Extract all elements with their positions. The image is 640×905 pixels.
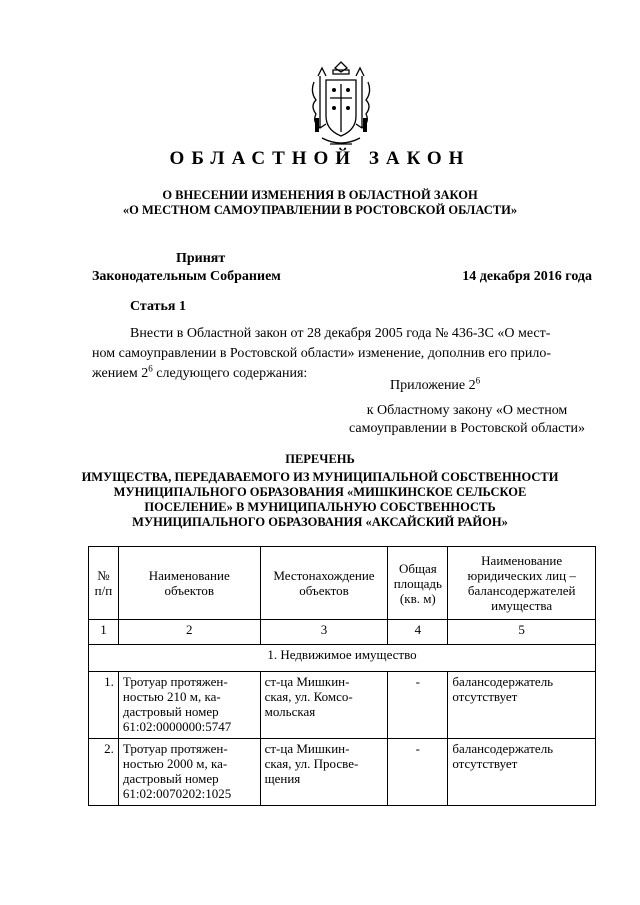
article-line3-text: жением 2 xyxy=(92,366,149,381)
header-location xyxy=(260,547,388,620)
article-line xyxy=(92,364,596,384)
header-area xyxy=(388,547,448,620)
object-area: - xyxy=(388,672,448,739)
article-line: Внести в Областной закон от 28 декабря 2005 года № 436-ЗС «О мест- xyxy=(130,326,551,341)
list-subheading-line: ПОСЕЛЕНИЕ» В МУНИЦИПАЛЬНУЮ СОБСТВЕННОСТЬ xyxy=(144,500,496,514)
cell-line: Тротуар протяжен- xyxy=(122,741,228,756)
column-number: 2 xyxy=(118,620,260,645)
cell-line: ская, ул. Просве- xyxy=(264,756,359,771)
cell-line: ская, ул. Комсо- xyxy=(264,689,353,704)
object-name xyxy=(118,739,260,806)
header-text: (кв. м) xyxy=(399,590,436,606)
column-number: 3 xyxy=(260,620,388,645)
appendix-title-text: Приложение 2 xyxy=(390,378,476,393)
column-number: 1 xyxy=(89,620,119,645)
object-location xyxy=(260,739,388,806)
cell-line: 61:02:0070202:1025 xyxy=(122,786,232,801)
cell-line: отсутствует xyxy=(452,756,518,771)
header-text: Наименование xyxy=(148,568,230,583)
object-area: - xyxy=(388,739,448,806)
adopted-label-line2: Законодательным Собранием xyxy=(92,269,281,284)
column-number-row xyxy=(89,620,596,645)
property-table xyxy=(88,546,596,806)
appendix-reference xyxy=(342,402,592,438)
object-name xyxy=(118,672,260,739)
header-text: площадь xyxy=(393,575,442,591)
column-number: 5 xyxy=(448,620,596,645)
list-subheading xyxy=(0,470,640,530)
adopted-label xyxy=(92,250,332,286)
document-subtitle xyxy=(0,188,640,218)
header-text: объектов xyxy=(299,583,349,598)
cell-line: балансодержатель xyxy=(452,741,554,756)
header-name xyxy=(118,547,260,620)
header-text: объектов xyxy=(164,583,215,598)
appendix-ref-line: к Областному закону «О местном xyxy=(366,403,568,418)
article-line: ном самоуправлении в Ростовской области» изменение, дополнив его прило- xyxy=(92,346,552,361)
header-text: Местонахождение xyxy=(273,568,375,583)
article-line3-tail: следующего содержания: xyxy=(152,366,308,381)
header-text: п/п xyxy=(94,583,113,598)
header-text: Общая xyxy=(398,560,437,576)
cell-line: щения xyxy=(264,771,301,786)
header-text: имущества xyxy=(491,598,553,613)
document-title: ОБЛАСТНОЙ ЗАКОН xyxy=(169,148,471,169)
superscript: 6 xyxy=(475,375,481,386)
appendix-ref-line: самоуправлении в Ростовской области» xyxy=(349,421,585,436)
header-holder xyxy=(448,547,596,620)
cell-line: ностью 210 м, ка- xyxy=(122,689,221,704)
row-number: 1. xyxy=(89,672,119,739)
balance-holder xyxy=(448,739,596,806)
list-subheading-line: МУНИЦИПАЛЬНОГО ОБРАЗОВАНИЯ «АКСАЙСКИЙ РАЙОН» xyxy=(132,515,508,529)
header-text: № xyxy=(97,568,110,583)
cell-line: ст-ца Мишкин- xyxy=(264,741,350,756)
header-text: балансодержателей xyxy=(467,583,576,598)
object-location xyxy=(260,672,388,739)
table-row xyxy=(89,739,596,806)
section-row xyxy=(89,645,596,672)
cell-line: дастровый номер xyxy=(122,771,219,786)
table-header-row xyxy=(89,547,596,620)
adopted-label-line1: Принят xyxy=(176,251,226,266)
cell-line: 61:02:0000000:5747 xyxy=(122,719,232,734)
adopted-date: 14 декабря 2016 года xyxy=(462,269,592,284)
list-heading: ПЕРЕЧЕНЬ xyxy=(285,452,355,466)
article-heading: Статья 1 xyxy=(130,299,186,314)
cell-line: Тротуар протяжен- xyxy=(122,674,228,689)
cell-line: отсутствует xyxy=(452,689,518,704)
row-number: 2. xyxy=(89,739,119,806)
cell-line: ностью 2000 м, ка- xyxy=(122,756,228,771)
header-text: Наименование xyxy=(481,553,563,568)
cell-line: ст-ца Мишкин- xyxy=(264,674,350,689)
balance-holder xyxy=(448,672,596,739)
section-title: 1. Недвижимое имущество xyxy=(89,645,596,672)
subtitle-line: О ВНЕСЕНИИ ИЗМЕНЕНИЯ В ОБЛАСТНОЙ ЗАКОН xyxy=(162,188,478,202)
cell-line: мольская xyxy=(264,704,316,719)
list-subheading-line: ИМУЩЕСТВА, ПЕРЕДАВАЕМОГО ИЗ МУНИЦИПАЛЬНОЙ СОБСТВЕННОСТИ xyxy=(81,470,559,484)
appendix-title xyxy=(390,375,481,394)
header-number xyxy=(89,547,119,620)
coat-of-arms-icon xyxy=(300,58,382,154)
article-body xyxy=(92,324,596,384)
table-row xyxy=(89,672,596,739)
subtitle-line: «О МЕСТНОМ САМОУПРАВЛЕНИИ В РОСТОВСКОЙ ОБЛАСТИ» xyxy=(122,203,518,217)
superscript: 6 xyxy=(148,363,153,374)
list-subheading-line: МУНИЦИПАЛЬНОГО ОБРАЗОВАНИЯ «МИШКИНСКОЕ СЕЛЬСКОЕ xyxy=(113,485,527,499)
header-text: юридических лиц – xyxy=(467,568,576,583)
column-number: 4 xyxy=(388,620,448,645)
cell-line: дастровый номер xyxy=(122,704,219,719)
cell-line: балансодержатель xyxy=(452,674,554,689)
